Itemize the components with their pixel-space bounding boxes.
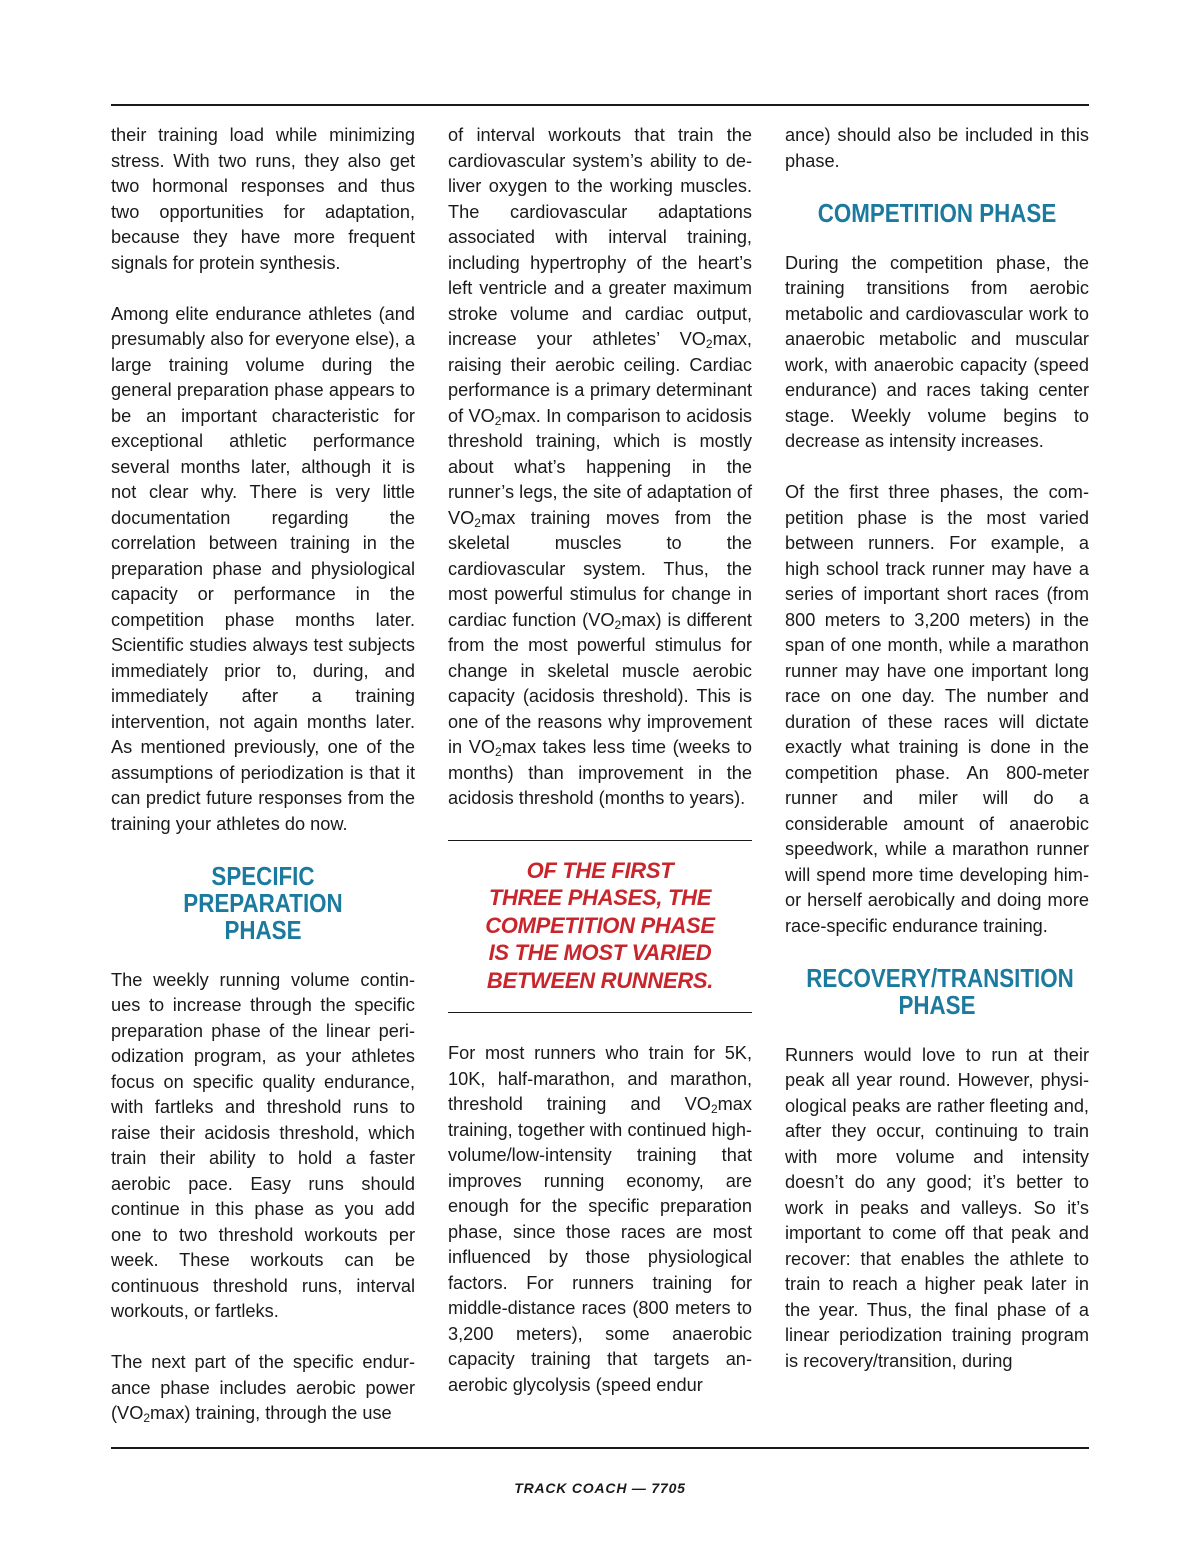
- text-run: max) training, through the use: [150, 1403, 392, 1423]
- page-footer: TRACK COACH — 7705: [514, 1480, 686, 1496]
- body-paragraph: Among elite endurance athletes (and presumably also for everyone else), a large training volume during the general preparation phase appears to be an important characteristic for exceptional athletic performance several months later, although it is not clear why. There is very little documentation regarding the correlation between training in the preparation phase and physiological capacity or performance in the competition phase months later. Scientific studies always test subjects immediately prior to, during, and immediately after a training intervention, not again months later. As mentioned previously, one of the assumptions of periodization is that it can predict future responses from the training your athletes do now.: [111, 303, 415, 834]
- section-heading-recovery-transition: [806, 962, 1074, 1020]
- text-run: max takes less time (weeks to months) than improvement in the acidosis threshold (months to years).: [448, 737, 752, 808]
- text-run: max, raising their aerobic ceiling. Cardiac performance is a primary determinant of VO: [448, 329, 752, 426]
- section-heading-competition: [806, 197, 1067, 228]
- text-run: max. In comparison to acidosis threshold training, which is mostly about what’s happening in the runner’s legs, the site of adaptation of VO: [448, 405, 753, 528]
- text-run: max training moves from the skeletal muscles to the cardiovascular system. Thus, the most powerful stimulus for change in cardiac function (VO: [448, 507, 752, 630]
- body-paragraph: Of the first three phases, the competition phase is the most varied between runners. For example, a high school track runner may have a series of important short races (from 800 meters to 3,200 meters) in the span of one month, while a marathon runner may have one important long race on one day. The number and duration of these races will dictate exactly what training is done in the competition phase. An 800-meter runner and miler will do a considerable amount of anaerobic speedwork, while a marathon runner will spend more time developing him- or herself aerobically and doing more race-specific endurance training.: [785, 482, 1089, 936]
- heading-line: RECOVERY/TRANSITION: [806, 962, 1074, 993]
- subscript: 2: [710, 1102, 718, 1116]
- body-paragraph: Runners would love to run at their peak all year round. However, physiological peaks are rather fleeting and, after they occur, continuing to train with more volume and intensity doesn’t do any good; it’s better to work in peaks and valleys. So it’s important to come off that peak and recover: that enables the athlete to train to reach a higher peak later in the year. Thus, the final phase of a linear periodization training program is recovery/transition, during: [785, 1044, 1089, 1371]
- pull-quote-line: BETWEEN RUNNERS.: [486, 967, 714, 993]
- pull-quote-line: OF THE FIRST: [526, 857, 674, 883]
- subscript: 2: [614, 617, 622, 632]
- subscript: 2: [494, 413, 502, 428]
- pull-quote-line: IS THE MOST VARIED: [488, 940, 712, 965]
- heading-line: SPECIFIC PREPARATION: [183, 860, 343, 918]
- subscript: 2: [143, 1411, 151, 1425]
- text-run: For most runners who train for 5K, 10K, half-marathon, and marathon, threshold training and VO: [448, 1043, 752, 1114]
- bottom-rule: [111, 1447, 1089, 1449]
- body-paragraph: ance) should also be included in this phase.: [785, 125, 1089, 171]
- body-paragraph: [448, 123, 752, 812]
- subscript: 2: [495, 745, 502, 759]
- text-run: max training, together with continued high-volume/low-intensity training that improves running economy, are enough for the specific preparation phase, since those races are most influenced by those physiological factors. For runners training for middle-distance races (800 meters to 3,200 meters), some anaerobic capacity training that targets anaerobic glycolysis (speed endur: [448, 1094, 752, 1395]
- text-run: max) is different from the most powerful stimulus for change in skeletal muscle aerobic capacity (acidosis threshold). This is one of the reasons why improvement in VO: [448, 609, 752, 757]
- pull-quote: [448, 840, 752, 1014]
- body-paragraph: During the competition phase, the training transitions from aerobic metabolic and cardiovascular work to anaerobic metabolic and muscular work, with anaerobic capacity (speed endurance) and races taking center stage. Weekly volume begins to decrease as intensity increases.: [785, 252, 1089, 451]
- heading-line: PHASE: [224, 914, 302, 945]
- pull-quote-line: COMPETITION PHASE: [485, 912, 715, 938]
- pull-quote-line: THREE PHASES, THE: [488, 885, 712, 910]
- column-2: [448, 123, 752, 1398]
- body-paragraph: [111, 1350, 415, 1427]
- subscript: 2: [474, 515, 481, 530]
- body-paragraph: The weekly running volume continues to increase through the specific preparation phase of the linear periodization program, as your athletes focus on specific quality endurance, with fartleks and threshold runs to raise their acidosis threshold, which train their ability to hold a faster aerobic pace. Easy runs should continue in this phase as you add one to two threshold workouts per week. These workouts can be continuous threshold runs, interval workouts, or fartleks.: [111, 969, 415, 1321]
- heading-line: COMPETITION PHASE: [817, 197, 1057, 228]
- column-1: [111, 123, 415, 1427]
- section-heading-specific-preparation: [132, 860, 393, 945]
- top-rule: [111, 104, 1089, 106]
- body-paragraph: [448, 1041, 752, 1398]
- body-paragraph: their training load while minimizing stress. With two runs, they also get two hormonal responses and thus two opportunities for adaptation, because they have more frequent signals for protein synthesis.: [111, 125, 415, 273]
- subscript: 2: [705, 337, 713, 351]
- heading-line: PHASE: [898, 989, 976, 1020]
- column-3: [785, 123, 1089, 1374]
- text-run: of interval workouts that train the cardiovascular system’s ability to deliver oxygen to the working muscles. The cardiovascular adaptations associated with interval training, including hypertrophy of the heart’s left ventricle and a greater maximum stroke volume and cardiac output, increase your athletes’ VO: [448, 125, 752, 349]
- text-run: The next part of the specific endurance phase includes aerobic power (VO: [111, 1352, 415, 1423]
